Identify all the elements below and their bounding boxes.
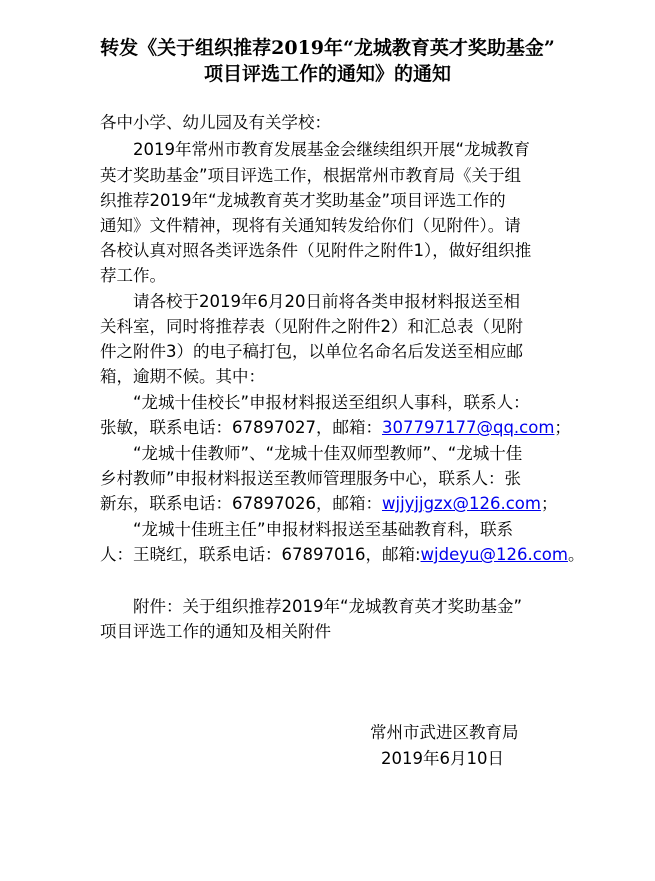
contact-text: 人：王晓红，联系电话：67897016，邮箱: xyxy=(100,545,421,564)
title-line-1: 转发《关于组织推荐2019年“龙城教育英才奖助基金” xyxy=(100,37,555,59)
contact-text: 张敏，联系电话：67897027，邮箱： xyxy=(100,418,382,437)
paragraph-line: 乡村教师”申报材料报送至教师管理服务中心，联系人：张 xyxy=(100,469,522,488)
paragraph-line: 请各校于2019年6月20日前将各类申报材料报送至相 xyxy=(133,292,520,311)
paragraph-line: “龙城十佳教师”、“龙城十佳双师型教师”、“龙城十佳 xyxy=(133,444,523,463)
paragraph-line xyxy=(100,416,571,440)
title-line-2: 项目评选工作的通知》的通知 xyxy=(203,63,451,85)
email-link-teacher[interactable]: wjjyjjgzx@126.com xyxy=(381,494,541,513)
paragraph-line: 织推荐2019年“龙城教育英才奖助基金”项目评选工作的 xyxy=(100,191,506,210)
paragraph-line: “龙城十佳班主任”申报材料报送至基础教育科，联系 xyxy=(133,520,514,539)
paragraph-line: “龙城十佳校长”申报材料报送至组织人事科，联系人： xyxy=(133,393,530,412)
paragraph-line: 荐工作。 xyxy=(100,266,166,285)
attachment-line-2: 项目评选工作的通知及相关附件 xyxy=(100,622,331,641)
salutation: 各中小学、幼儿园及有关学校： xyxy=(100,113,331,132)
issuing-organization: 常州市武进区教育局 xyxy=(370,723,519,742)
paragraph-line xyxy=(100,492,557,516)
email-link-class-teacher[interactable]: wjdeyu@126.com xyxy=(420,545,568,564)
paragraph-line: 2019年常州市教育发展基金会继续组织开展“龙城教育 xyxy=(133,140,531,159)
email-link-principal[interactable]: 307797177@qq.com xyxy=(381,418,555,437)
paragraph-line: 件之附件3）的电子稿打包，以单位名命名后发送至相应邮 xyxy=(100,342,523,361)
paragraph-line: 箱，逾期不候。其中： xyxy=(100,367,265,386)
paragraph-line: 关科室，同时将推荐表（见附件之附件2）和汇总表（见附 xyxy=(100,317,523,336)
line-end: 。 xyxy=(567,545,585,564)
paragraph-line: 各校认真对照各类评选条件（见附件之附件1），做好组织推 xyxy=(100,241,532,260)
contact-text: 新东，联系电话：67897026，邮箱： xyxy=(100,494,382,513)
line-end: ； xyxy=(540,494,558,513)
attachment-line-1: 附件：关于组织推荐2019年“龙城教育英才奖助基金” xyxy=(133,597,523,616)
paragraph-line: 通知》文件精神，现将有关通知转发给你们（见附件）。请 xyxy=(100,216,521,235)
line-end: ； xyxy=(554,418,571,437)
issue-date: 2019年6月10日 xyxy=(381,749,504,768)
paragraph-line xyxy=(100,543,584,567)
paragraph-line: 英才奖助基金”项目评选工作，根据常州市教育局《关于组 xyxy=(100,166,522,185)
